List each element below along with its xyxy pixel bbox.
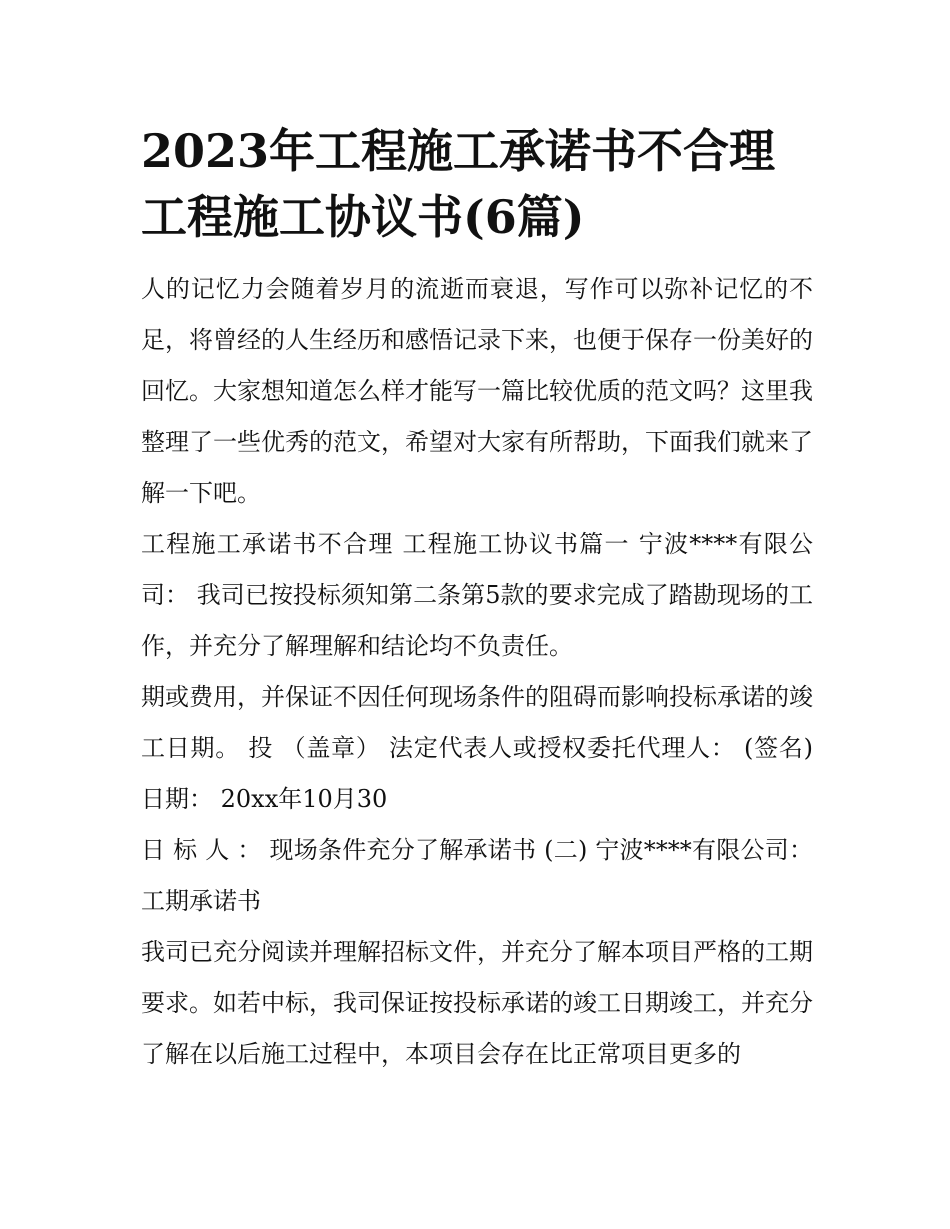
document-paragraph: 日 标 人 ： 现场条件充分了解承诺书 (二) 宁波****有限公司：工期承诺书 [141,836,813,915]
document-paragraph: 期或费用，并保证不因任何现场条件的阻碍而影响投标承诺的竣工日期。 投 （盖章） 法定代表人或授权委托代理人： (签名) 日期： 20xx年10月30 [141,683,813,813]
document-paragraph: 人的记忆力会随着岁月的流逝而衰退，写作可以弥补记忆的不足，将曾经的人生经历和感悟记录下来，也便于保存一份美好的回忆。大家想知道怎么样才能写一篇比较优质的范文吗？这里我整理了一些优秀的范文，希望对大家有所帮助，下面我们就来了解一下吧。 [141,275,813,507]
document-title: 2023年工程施工承诺书不合理工程施工协议书(6篇) [141,124,776,244]
document-paragraph: 我司已充分阅读并理解招标文件，并充分了解本项目严格的工期要求。如若中标，我司保证按投标承诺的竣工日期竣工，并充分了解在以后施工过程中，本项目会存在比正常项目更多的 [141,938,813,1068]
document-paragraph: 工程施工承诺书不合理 工程施工协议书篇一 宁波****有限公司： 我司已按投标须知第二条第5款的要求完成了踏勘现场的工作，并充分了解理解和结论均不负责任。 [141,530,813,660]
document-page [141,118,813,1080]
